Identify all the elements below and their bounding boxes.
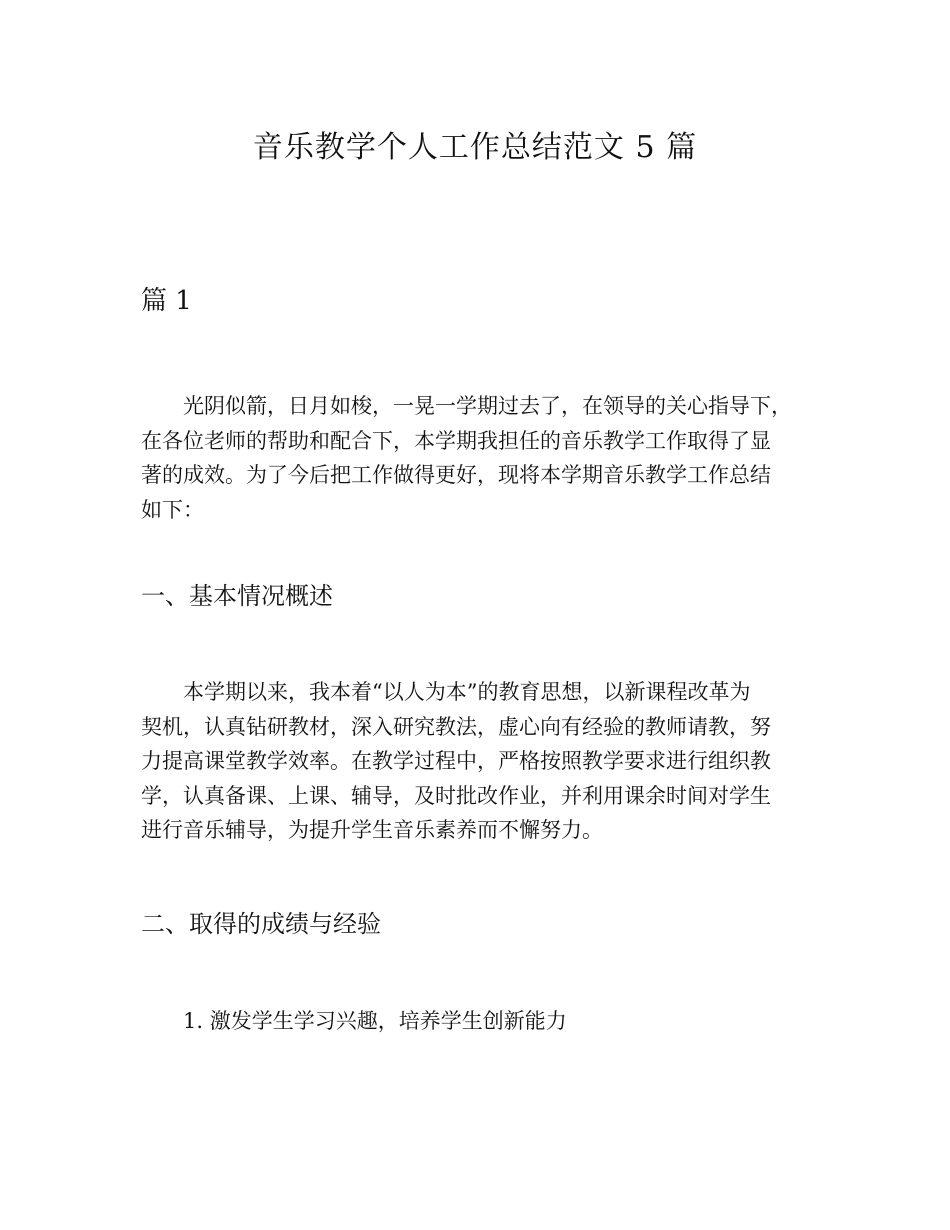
section-heading: 二、取得的成绩与经验 <box>141 910 381 938</box>
paragraph-line: 本学期以来，我本着“以人为本”的教育思想，以新课程改革为 <box>183 680 751 704</box>
paragraph-line: 力提高课堂教学效率。在教学过程中，严格按照教学要求进行组织教 <box>141 749 771 773</box>
paragraph-line: 契机，认真钻研教材，深入研究教法，虚心向有经验的教师请教，努 <box>141 714 771 739</box>
paragraph-line: 如下： <box>141 497 204 522</box>
paragraph-line: 进行音乐辅导，为提升学生音乐素养而不懈努力。 <box>141 818 603 842</box>
section-heading: 一、基本情况概述 <box>141 582 333 610</box>
section-label: 篇 1 <box>141 286 192 316</box>
overview-paragraph <box>141 675 841 848</box>
document-title: 音乐教学个人工作总结范文 5 篇 <box>252 130 698 165</box>
paragraph-line: 学，认真备课、上课、辅导，及时批改作业，并利用课余时间对学生 <box>141 783 771 808</box>
intro-paragraph <box>141 389 841 527</box>
subsection-heading: 1. 激发学生学习兴趣，培养学生创新能力 <box>183 1009 567 1033</box>
paragraph-line: 在各位老师的帮助和配合下，本学期我担任的音乐教学工作取得了显 <box>141 428 771 453</box>
paragraph-line: 著的成效。为了今后把工作做得更好，现将本学期音乐教学工作总结 <box>141 463 771 487</box>
paragraph-line: 光阴似箭，日月如梭，一晃一学期过去了，在领导的关心指导下， <box>183 394 792 418</box>
